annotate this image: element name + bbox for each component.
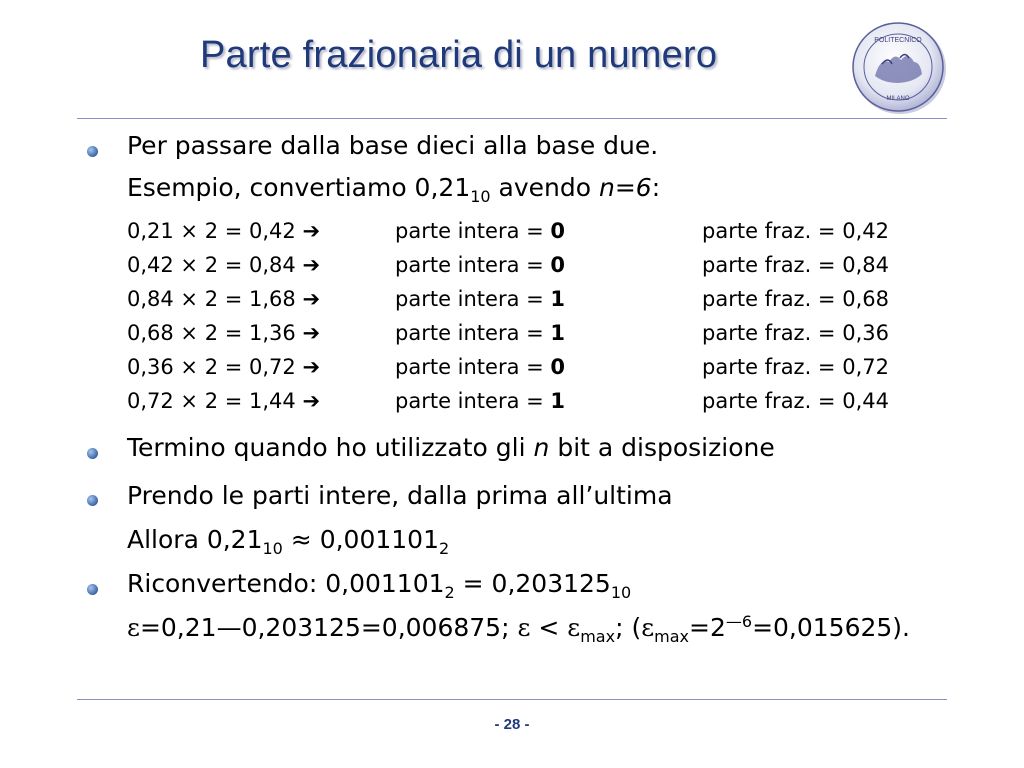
bullet3-line1: Prendo le parti intere, dalla prima all’ultima — [127, 481, 673, 510]
bullet-icon — [87, 448, 98, 459]
step-fractional-part: parte fraz. = 0,68 — [702, 287, 889, 311]
step-calculation: 0,84 × 2 = 1,68 ➔ — [127, 287, 321, 311]
step-calculation: 0,36 × 2 = 0,72 ➔ — [127, 355, 321, 379]
step-integer-part: parte intera = 1 — [395, 321, 566, 345]
bottom-divider — [77, 699, 947, 700]
logo-text-top: POLITECNICO — [874, 37, 922, 44]
bullet2-line: Termino quando ho utilizzato gli n bit a disposizione — [127, 433, 775, 462]
step-fractional-part: parte fraz. = 0,36 — [702, 321, 889, 345]
bullet-icon — [87, 146, 98, 157]
slide-title: Parte frazionaria di un numero — [200, 34, 718, 76]
step-fractional-part: parte fraz. = 0,44 — [702, 389, 889, 413]
bullet3-line2: Allora $0,21_{10} \approx 0,001101_2$ — [127, 525, 450, 558]
step-row — [127, 384, 947, 418]
step-integer-part: parte intera = 1 — [395, 287, 566, 311]
step-row — [127, 282, 947, 316]
step-row — [127, 214, 947, 248]
step-calculation: 0,72 × 2 = 1,44 ➔ — [127, 389, 321, 413]
step-calculation: 0,42 × 2 = 0,84 ➔ — [127, 253, 321, 277]
step-row — [127, 316, 947, 350]
politecnico-milano-seal-icon — [848, 18, 948, 116]
step-fractional-part: parte fraz. = 0,42 — [702, 219, 889, 243]
step-calculation: 0,21 × 2 = 0,42 ➔ — [127, 219, 321, 243]
step-integer-part: parte intera = 0 — [395, 219, 566, 243]
page-number: - 28 - — [494, 716, 530, 733]
step-integer-part: parte intera = 1 — [395, 389, 566, 413]
step-integer-part: parte intera = 0 — [395, 253, 566, 277]
step-row — [127, 350, 947, 384]
step-row — [127, 248, 947, 282]
bullet4-line2: ε=0,21—0,203125=0,006875; $\varepsilon < \varepsilon_{max}$; $(\varepsilon_{max}=2^{—6}=0,015625)$. — [127, 612, 910, 646]
logo-text-bottom: MILANO — [886, 96, 910, 102]
step-calculation: 0,68 × 2 = 1,36 ➔ — [127, 321, 321, 345]
bullet1-line2: Esempio, convertiamo $0,21_{10}$ avendo n=6: — [127, 173, 661, 206]
bullet1-line1: Per passare dalla base dieci alla base due. — [127, 131, 659, 160]
bullet4-line1: Riconvertendo: $0,001101_2 = 0,203125_{10}$ — [127, 569, 632, 602]
bullet-icon — [87, 584, 98, 595]
step-fractional-part: parte fraz. = 0,84 — [702, 253, 889, 277]
bullet-icon — [87, 495, 98, 506]
step-fractional-part: parte fraz. = 0,72 — [702, 355, 889, 379]
top-divider — [77, 118, 947, 119]
step-integer-part: parte intera = 0 — [395, 355, 566, 379]
